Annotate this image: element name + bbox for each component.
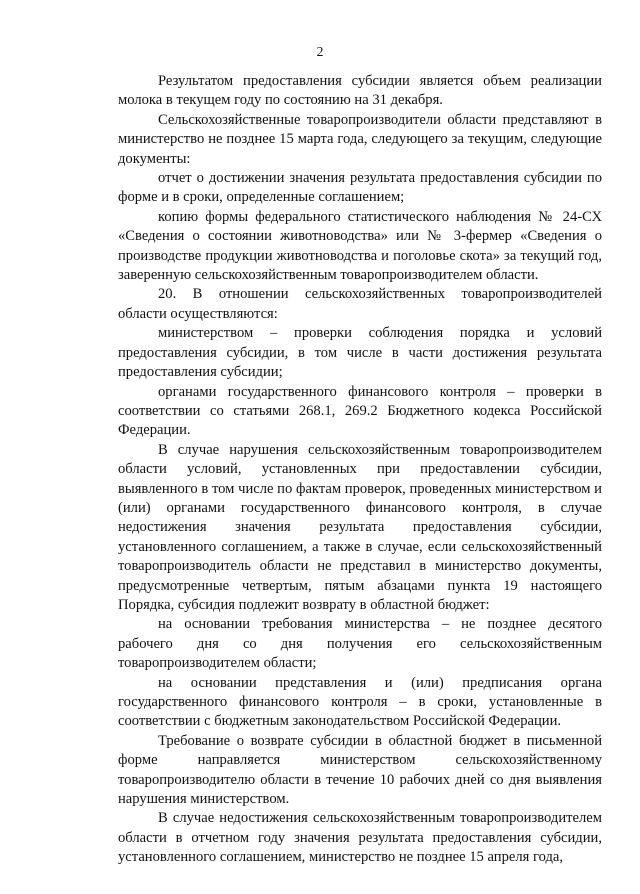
paragraph-refund-requirement: Требование о возврате субсидии в областной бюджет в письменной форме направляется министерством сельскохозяйственному товаропроизводителю области в течение 10 рабочих дней со дня выявления нарушения министерством. bbox=[118, 732, 602, 808]
paragraph-result-not-achieved: В случае недостижения сельскохозяйственным товаропроизводителем области в отчетном году значения результата предоставления субсидии, установленного соглашением, министерство не позднее 15 апреля года, bbox=[118, 810, 602, 866]
page-number: 2 bbox=[316, 44, 324, 59]
paragraph-subsidy-result: Результатом предоставления субсидии является объем реализации молока в текущем году по состоянию на 31 декабря. bbox=[118, 73, 602, 109]
paragraph-section-20: 20. В отношении сельскохозяйственных товаропроизводителей области осуществляются: bbox=[118, 286, 602, 322]
paragraph-control-order: на основании представления и (или) предписания органа государственного финансового контроля – в сроки, установленные в соответствии с бюджетным законодательством Российской Федерации. bbox=[118, 674, 602, 730]
paragraph-violation-refund: В случае нарушения сельскохозяйственным товаропроизводителем области условий, установленных при предоставлении субсидии, выявленного в том числе по фактам проверок, проведенных министерством и (или) органами государственного финансового контроля, в случае недостижения значения результата предоставления субсидии, установленного соглашением, а также в случае, если сельскохозяйственный товаропроизводитель области не представил в министерство документы, предусмотренные четвертым, пятым абзацами пункта 19 настоящего Порядка, субсидия подлежит возврату в областной бюджет: bbox=[118, 441, 602, 613]
paragraph-statistics-form-item: копию формы федерального статистического наблюдения № 24-СХ «Сведения о состоянии животноводства» или № 3-фермер «Сведения о производстве продукции животноводства и поголовье скота» за текущий год, заверенную сельскохозяйственным товаропроизводителем области. bbox=[118, 208, 602, 284]
paragraph-ministry-checks: министерством – проверки соблюдения порядка и условий предоставления субсидии, в том числе в части достижения результата предоставления субсидии; bbox=[118, 325, 602, 381]
paragraph-documents-deadline: Сельскохозяйственные товаропроизводители области представляют в министерство не позднее 15 марта года, следующего за текущим, следующие документы: bbox=[118, 111, 602, 167]
paragraph-ministry-requirement: на основании требования министерства – не позднее десятого рабочего дня со дня получения его сельскохозяйственным товаропроизводителем области; bbox=[118, 616, 602, 672]
document-body bbox=[118, 72, 602, 868]
paragraph-report-item: отчет о достижении значения результата предоставления субсидии по форме и в сроки, определенные соглашением; bbox=[118, 170, 602, 206]
paragraph-financial-control-checks: органами государственного финансового контроля – проверки в соответствии со статьями 268.1, 269.2 Бюджетного кодекса Российской Федерации. bbox=[118, 383, 602, 439]
